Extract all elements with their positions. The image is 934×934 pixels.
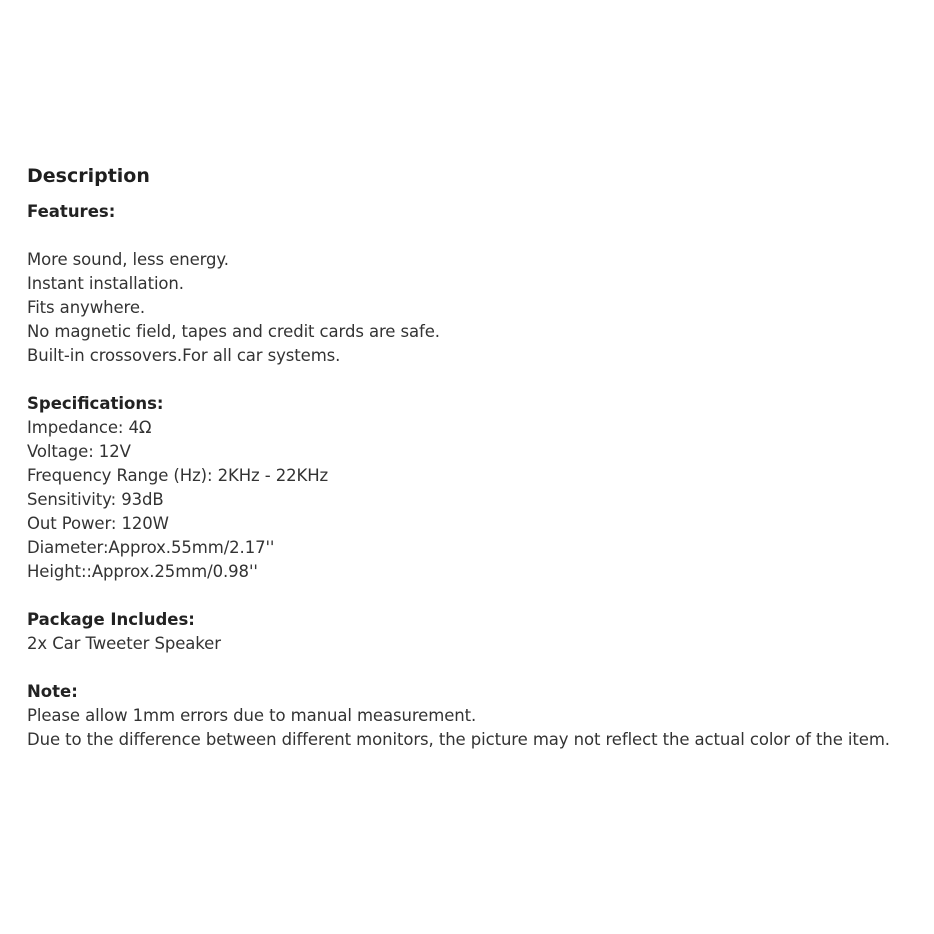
specifications-title: Specifications: <box>27 394 164 413</box>
specifications-section <box>27 392 922 584</box>
note-title: Note: <box>27 682 78 701</box>
features-line: No magnetic field, tapes and credit cards are safe. <box>27 322 440 341</box>
note-section <box>27 680 922 752</box>
features-line: More sound, less energy. <box>27 250 229 269</box>
note-line: Please allow 1mm errors due to manual measurement. <box>27 706 477 725</box>
spacer <box>27 656 922 680</box>
spec-line: Out Power: 120W <box>27 514 169 533</box>
spec-line: Height::Approx.25mm/0.98'' <box>27 562 258 581</box>
spec-line: Diameter:Approx.55mm/2.17'' <box>27 538 275 557</box>
spacer <box>27 584 922 608</box>
package-section <box>27 608 922 656</box>
spec-line: Frequency Range (Hz): 2KHz - 22KHz <box>27 466 329 485</box>
features-title: Features: <box>27 202 116 221</box>
spacer <box>27 192 922 200</box>
package-title: Package Includes: <box>27 610 195 629</box>
product-description <box>27 160 922 752</box>
features-line: Built-in crossovers.For all car systems. <box>27 346 341 365</box>
features-line: Fits anywhere. <box>27 298 146 317</box>
spacer <box>27 368 922 392</box>
description-heading: Description <box>27 165 150 187</box>
note-line: Due to the difference between different monitors, the picture may not reflect the actual color of the item. <box>27 730 890 749</box>
features-line: Instant installation. <box>27 274 184 293</box>
spec-line: Impedance: 4Ω <box>27 418 152 437</box>
spec-line: Sensitivity: 93dB <box>27 490 164 509</box>
features-section <box>27 200 922 368</box>
spec-line: Voltage: 12V <box>27 442 131 461</box>
spacer <box>27 224 922 248</box>
package-line: 2x Car Tweeter Speaker <box>27 634 221 653</box>
